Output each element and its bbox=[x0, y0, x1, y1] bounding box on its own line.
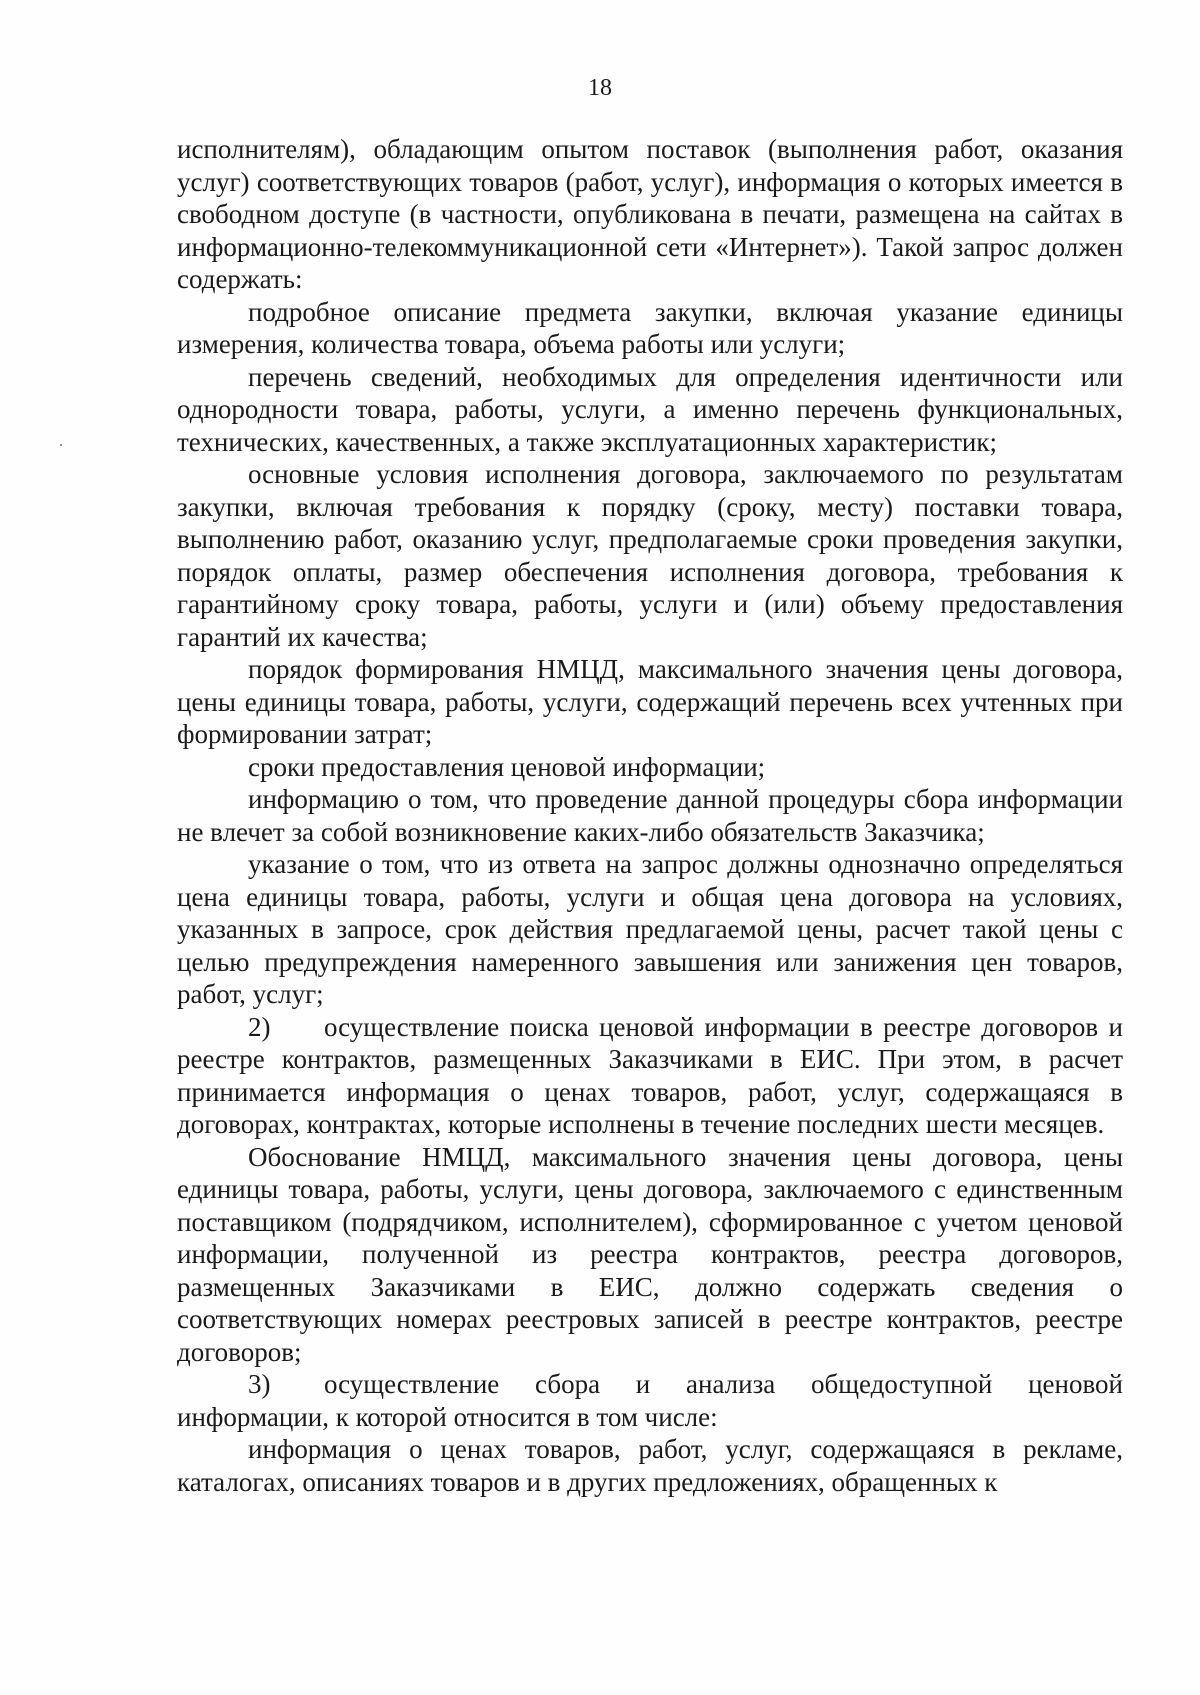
paragraph-continuation: исполнителям), обладающим опытом поставок (выполнения работ, оказания услуг) соответствующих товаров (работ, услуг), информация о которых имеется в свободном доступе (в частности, опубликована в печати, размещена на сайтах в информационно-телекоммуникационной сети «Интернет»). Такой запрос должен содержать: bbox=[177, 134, 1123, 294]
paragraph-item-no-obligations: информацию о том, что проведение данной процедуры сбора информации не влечет за собой возникновение каких-либо обязательств Заказчика; bbox=[177, 784, 1123, 847]
paragraph-numbered-2 bbox=[177, 1011, 1123, 1141]
paragraph-item-deadlines: сроки предоставления ценовой информации; bbox=[248, 751, 766, 782]
paragraph-numbered-3 bbox=[177, 1368, 1123, 1433]
document-body bbox=[177, 133, 1123, 1498]
scan-speck bbox=[60, 444, 62, 446]
page-number: 18 bbox=[588, 75, 612, 101]
paragraph-item-conditions: основные условия исполнения договора, заключаемого по результатам закупки, включая требования к порядку (сроку, месту) поставки товара, выполнению работ, оказанию услуг, предполагаемые сроки проведения закупки, порядок оплаты, размер обеспечения исполнения договора, требования к гарантийному сроку товара, работы, услуги и (или) объему предоставления гарантий их качества; bbox=[177, 459, 1123, 652]
paragraph-item-price-formation: порядок формирования НМЦД, максимального значения цены договора, цены единицы товара, работы, услуги, содержащий перечень всех учтенных при формировании затрат; bbox=[177, 654, 1123, 749]
paragraph-item-characteristics: перечень сведений, необходимых для определения идентичности или однородности товара, работы, услуги, а именно перечень функциональных, технических, качественных, а также эксплуатационных характеристик; bbox=[177, 361, 1123, 457]
paragraph-justification: Обоснование НМЦД, максимального значения цены договора, цены единицы товара, работы, услуги, цены договора, заключаемого с единственным поставщиком (подрядчиком, исполнителем), сформированное с учетом ценовой информации, полученной из реестра контрактов, реестра договоров, размещенных Заказчиками в ЕИС, должно содержать сведения о соответствующих номерах реестровых записей в реестре контрактов, реестре договоров; bbox=[177, 1141, 1123, 1367]
paragraph-item-description: подробное описание предмета закупки, включая указание единицы измерения, количества товара, объема работы или услуги; bbox=[177, 296, 1123, 359]
list-number: 2) bbox=[248, 1011, 271, 1042]
paragraph-item-price-indication: указание о том, что из ответа на запрос должны однозначно определяться цена единицы товара, работы, услуги и общая цена договора на условиях, указанных в запросе, срок действия предлагаемой цены, расчет такой цены с целью предупреждения намеренного завышения или занижения цен товаров, работ, услуг; bbox=[177, 849, 1123, 1009]
paragraph-public-price-info: информация о ценах товаров, работ, услуг, содержащаяся в рекламе, каталогах, описаниях товаров и в других предложениях, обращенных к bbox=[177, 1434, 1123, 1497]
list-number: 3) bbox=[248, 1369, 271, 1399]
paragraph-text: осуществление поиска ценовой информации в реестре договоров и реестре контрактов, размещенных Заказчиками в ЕИС. При этом, в расчет принимается информация о ценах товаров, работ, услуг, содержащаяся в договорах, контрактах, которые исполнены в течение последних шести месяцев. bbox=[177, 1011, 1123, 1139]
paragraph-text: осуществление сбора и анализа общедоступной ценовой информации, к которой относится в том числе: bbox=[177, 1369, 1123, 1432]
